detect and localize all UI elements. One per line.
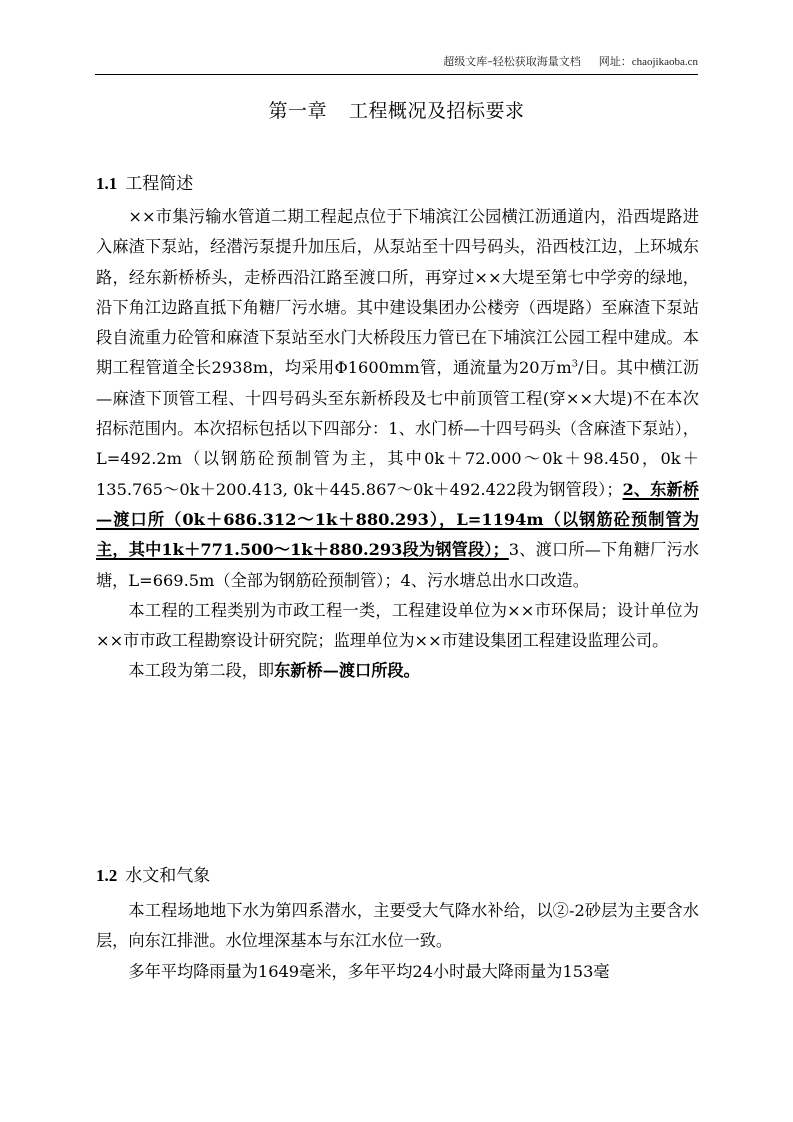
section-number: 1.1 [96,174,118,193]
paragraph-text: 3、渡口所—下角糖厂污水塘，L=669.5m（全部为钢筋砼预制管）；4、污水塘总出水口改造。 [96,540,699,590]
header-site-slogan: 超级文库–轻松获取海量文档 [443,55,581,68]
chapter-title-text: 工程概况及招标要求 [349,100,525,122]
paragraph-project-overview [96,202,699,596]
work-section-name: 东新桥—渡口所段。 [274,661,420,681]
section-number: 1.2 [96,866,118,885]
chapter-number: 第一章 [268,100,327,122]
paragraph-text: ××市集污输水管道二期工程起点位于下埔滨江公园横江沥通道内，沿西堤路进入麻渣下泵站，经潜污泵提升加压后，从泵站至十四号码头，沿西枝江边，上环城东路，经东新桥桥头，走桥西沿江路至渡口所，再穿过××大堤至第七中学旁的绿地，沿下角江边路直抵下角糖厂污水塘。其中建设集团办公楼旁（西堤路）至麻渣下泵站段自流重力砼管和麻渣下泵站至水门大桥段压力管已在下埔滨江公园工程中建成。本期工程管道全长2938m，均采用Φ1600mm管，通流量为20万m [96,207,699,378]
page-header [95,52,698,75]
paragraph-rainfall: 多年平均降雨量为1649毫米，多年平均24小时最大降雨量为153毫 [128,961,610,981]
header-url-label: 网址： [598,55,632,68]
paragraph-groundwater: 本工程场地地下水为第四系潜水，主要受大气降水补给，以②-2砂层为主要含水层，向东江排泄。水位埋深基本与东江水位一致。 [96,901,699,951]
section-heading-1-2 [96,862,210,890]
section-title: 水文和气象 [125,866,211,886]
paragraph-text: 本工段为第二段，即 [128,661,275,681]
section-heading-1-1 [96,170,193,198]
chapter-title [95,96,698,126]
section-title: 工程简述 [125,174,194,194]
paragraph-project-category: 本工程的工程类别为市政工程一类，工程建设单位为××市环保局；设计单位为××市市政工程勘察设计研究院；监理单位为××市建设集团工程建设监理公司。 [96,600,699,651]
paragraph-work-section [96,656,699,686]
superscript: 3 [571,359,578,371]
highlighted-tender-part: 2、东新桥—渡口所（0k＋686.312～1k＋880.293），L=1194m（以钢筋砼预制管为主，其中1k＋771.500～1k＋880.293段为钢管段）； [96,479,699,560]
section-1-2-body [96,896,699,987]
header-url: chaojikaoba.cn [631,56,698,68]
section-1-1-body [96,202,699,687]
paragraph-text: /日。其中横江沥—麻渣下顶管工程、十四号码头至东新桥段及七中前顶管工程(穿××大堤)不在本次招标范围内。本次招标包括以下四部分：1、水门桥—十四号码头（含麻渣下泵站），L=492.2m（以钢筋砼预制管为主，其中0k＋72.000～0k＋98.450，0k＋135.765～0k＋200.413, 0k＋445.867～0k＋492.422段为钢管段）； [96,358,699,499]
